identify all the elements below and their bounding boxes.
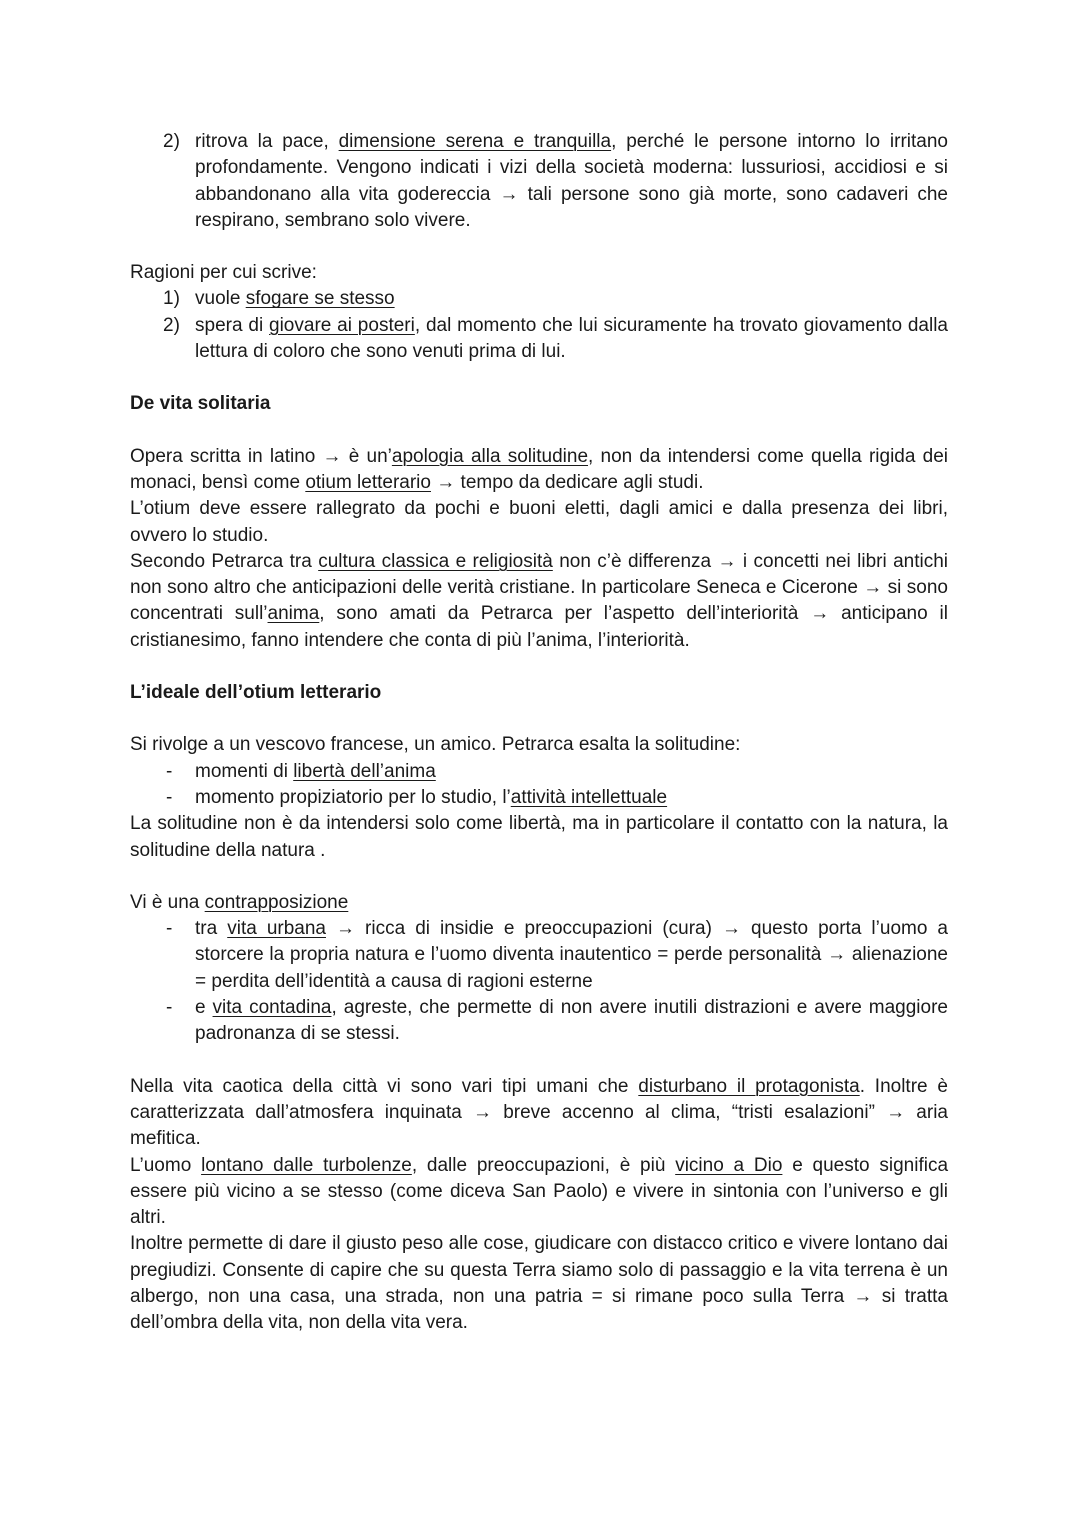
list-marker: - [166, 997, 173, 1019]
underlined-phrase: dimensione serena e tranquilla [338, 131, 612, 152]
section-heading: De vita solitaria [130, 393, 271, 415]
list-item: - momento propiziatorio per lo studio, l’attività intellettuale [130, 785, 948, 811]
underlined-phrase: anima [267, 603, 320, 625]
underlined-phrase: lontano dalle turbolenze [201, 1154, 412, 1176]
ragioni-intro: Ragioni per cui scrive: [130, 262, 317, 284]
paragraph: L’otium deve essere rallegrato da pochi e buoni eletti, dagli amici e dalla presenza dei libri, ovvero lo studio. [130, 498, 948, 546]
list-item: 2) spera di giovare ai posteri, dal momento che lui sicuramente ha trovato giovamento dalla lettura di coloro che sono venuti prima di lui. [163, 314, 948, 363]
ragioni-list [130, 286, 948, 365]
underlined-phrase: contrapposizione [204, 891, 349, 913]
underlined-phrase: giovare ai posteri [269, 314, 415, 336]
list-marker: 1) [163, 288, 180, 310]
section-heading: L’ideale dell’otium letterario [130, 682, 382, 704]
list-item: - momenti di libertà dell’anima [130, 759, 948, 785]
underlined-phrase: vicino a Dio [675, 1154, 783, 1176]
list-item: 1) vuole sfogare se stesso [130, 286, 948, 312]
paragraph: Opera scritta in latino → è un’apologia alla solitudine, non da intendersi come quella rigida dei monaci, bensì come otium letterario → tempo da dedicare agli studi. [130, 445, 948, 493]
underlined-phrase: otium letterario [305, 471, 431, 493]
contrast-list [130, 916, 948, 1047]
document-body [130, 129, 948, 1337]
underlined-phrase: disturbano il protagonista [638, 1075, 860, 1097]
paragraph: Vi è una contrapposizione [130, 891, 349, 913]
underlined-phrase: libertà dell’anima [293, 760, 436, 782]
underlined-phrase: apologia alla solitudine [391, 445, 589, 467]
underlined-phrase: attività intellettuale [510, 786, 668, 808]
list-item: - tra vita urbana → ricca di insidie e preoccupazioni (cura) → questo porta l’uomo a storcere la propria natura e l’uomo diventa inautentico = perde personalità → alienazione = perdita dell’identità a causa di ragioni esterne [166, 918, 949, 992]
underlined-phrase: vita contadina [212, 997, 332, 1019]
underlined-phrase: cultura classica e religiosità [318, 550, 553, 572]
list-marker: - [166, 760, 173, 782]
paragraph: Secondo Petrarca tra cultura classica e religiosità non c’è differenza → i concetti nei libri antichi non sono altro che anticipazioni delle verità cristiane. In particolare Seneca e Cicerone → si sono concentrati sull’anima, sono amati da Petrarca per l’aspetto dell’interiorità → anticipano il cristianesimo, fanno intendere che conta di più l’anima, l’interiorità. [130, 550, 949, 651]
list-marker: 2) [163, 131, 180, 152]
bullet-list [130, 759, 948, 812]
underlined-phrase: vita urbana [227, 918, 326, 940]
list-marker: - [166, 786, 173, 808]
paragraph: Si rivolge a un vescovo francese, un amico. Petrarca esalta la solitudine: [130, 734, 741, 756]
paragraph: Nella vita caotica della città vi sono vari tipi umani che disturbano il protagonista. Inoltre è caratterizzata dall’atmosfera inquinata → breve accenno al clima, “tristi esalazioni” → aria mefitica. [130, 1075, 948, 1150]
paragraph: L’uomo lontano dalle turbolenze, dalle preoccupazioni, è più vicino a Dio e questo significa essere più vicino a se stesso (come diceva San Paolo) e vivere in sintonia con l’universo e gli altri. [130, 1154, 949, 1229]
list-marker: 2) [163, 314, 180, 336]
list-item: 2) ritrova la pace, dimensione serena e tranquilla, perché le persone intorno lo irritano profondamente. Vengono indicati i vizi della società moderna: lussuriosi, accidiosi e si abbandonano alla vita godereccia → tali persone sono già morte, sono cadaveri che respirano, sembrano solo vivere. [163, 131, 948, 231]
list-marker: - [166, 918, 173, 940]
underlined-phrase: sfogare se stesso [245, 288, 395, 310]
list-item: - e vita contadina, agreste, che permette di non avere inutili distrazioni e avere maggiore padronanza di se stessi. [166, 997, 948, 1045]
paragraph: La solitudine non è da intendersi solo come libertà, ma in particolare il contatto con la natura, la solitudine della natura . [130, 813, 948, 861]
top-numbered-list [130, 129, 948, 234]
paragraph: Inoltre permette di dare il giusto peso alle cose, giudicare con distacco critico e vivere lontano dai pregiudizi. Consente di capire che su questa Terra siamo solo di passaggio e la vita terrena è un albergo, non una casa, una strada, non una patria = si rimane poco sulla Terra → si tratta dell’ombra della vita, non della vita vera. [130, 1233, 948, 1334]
